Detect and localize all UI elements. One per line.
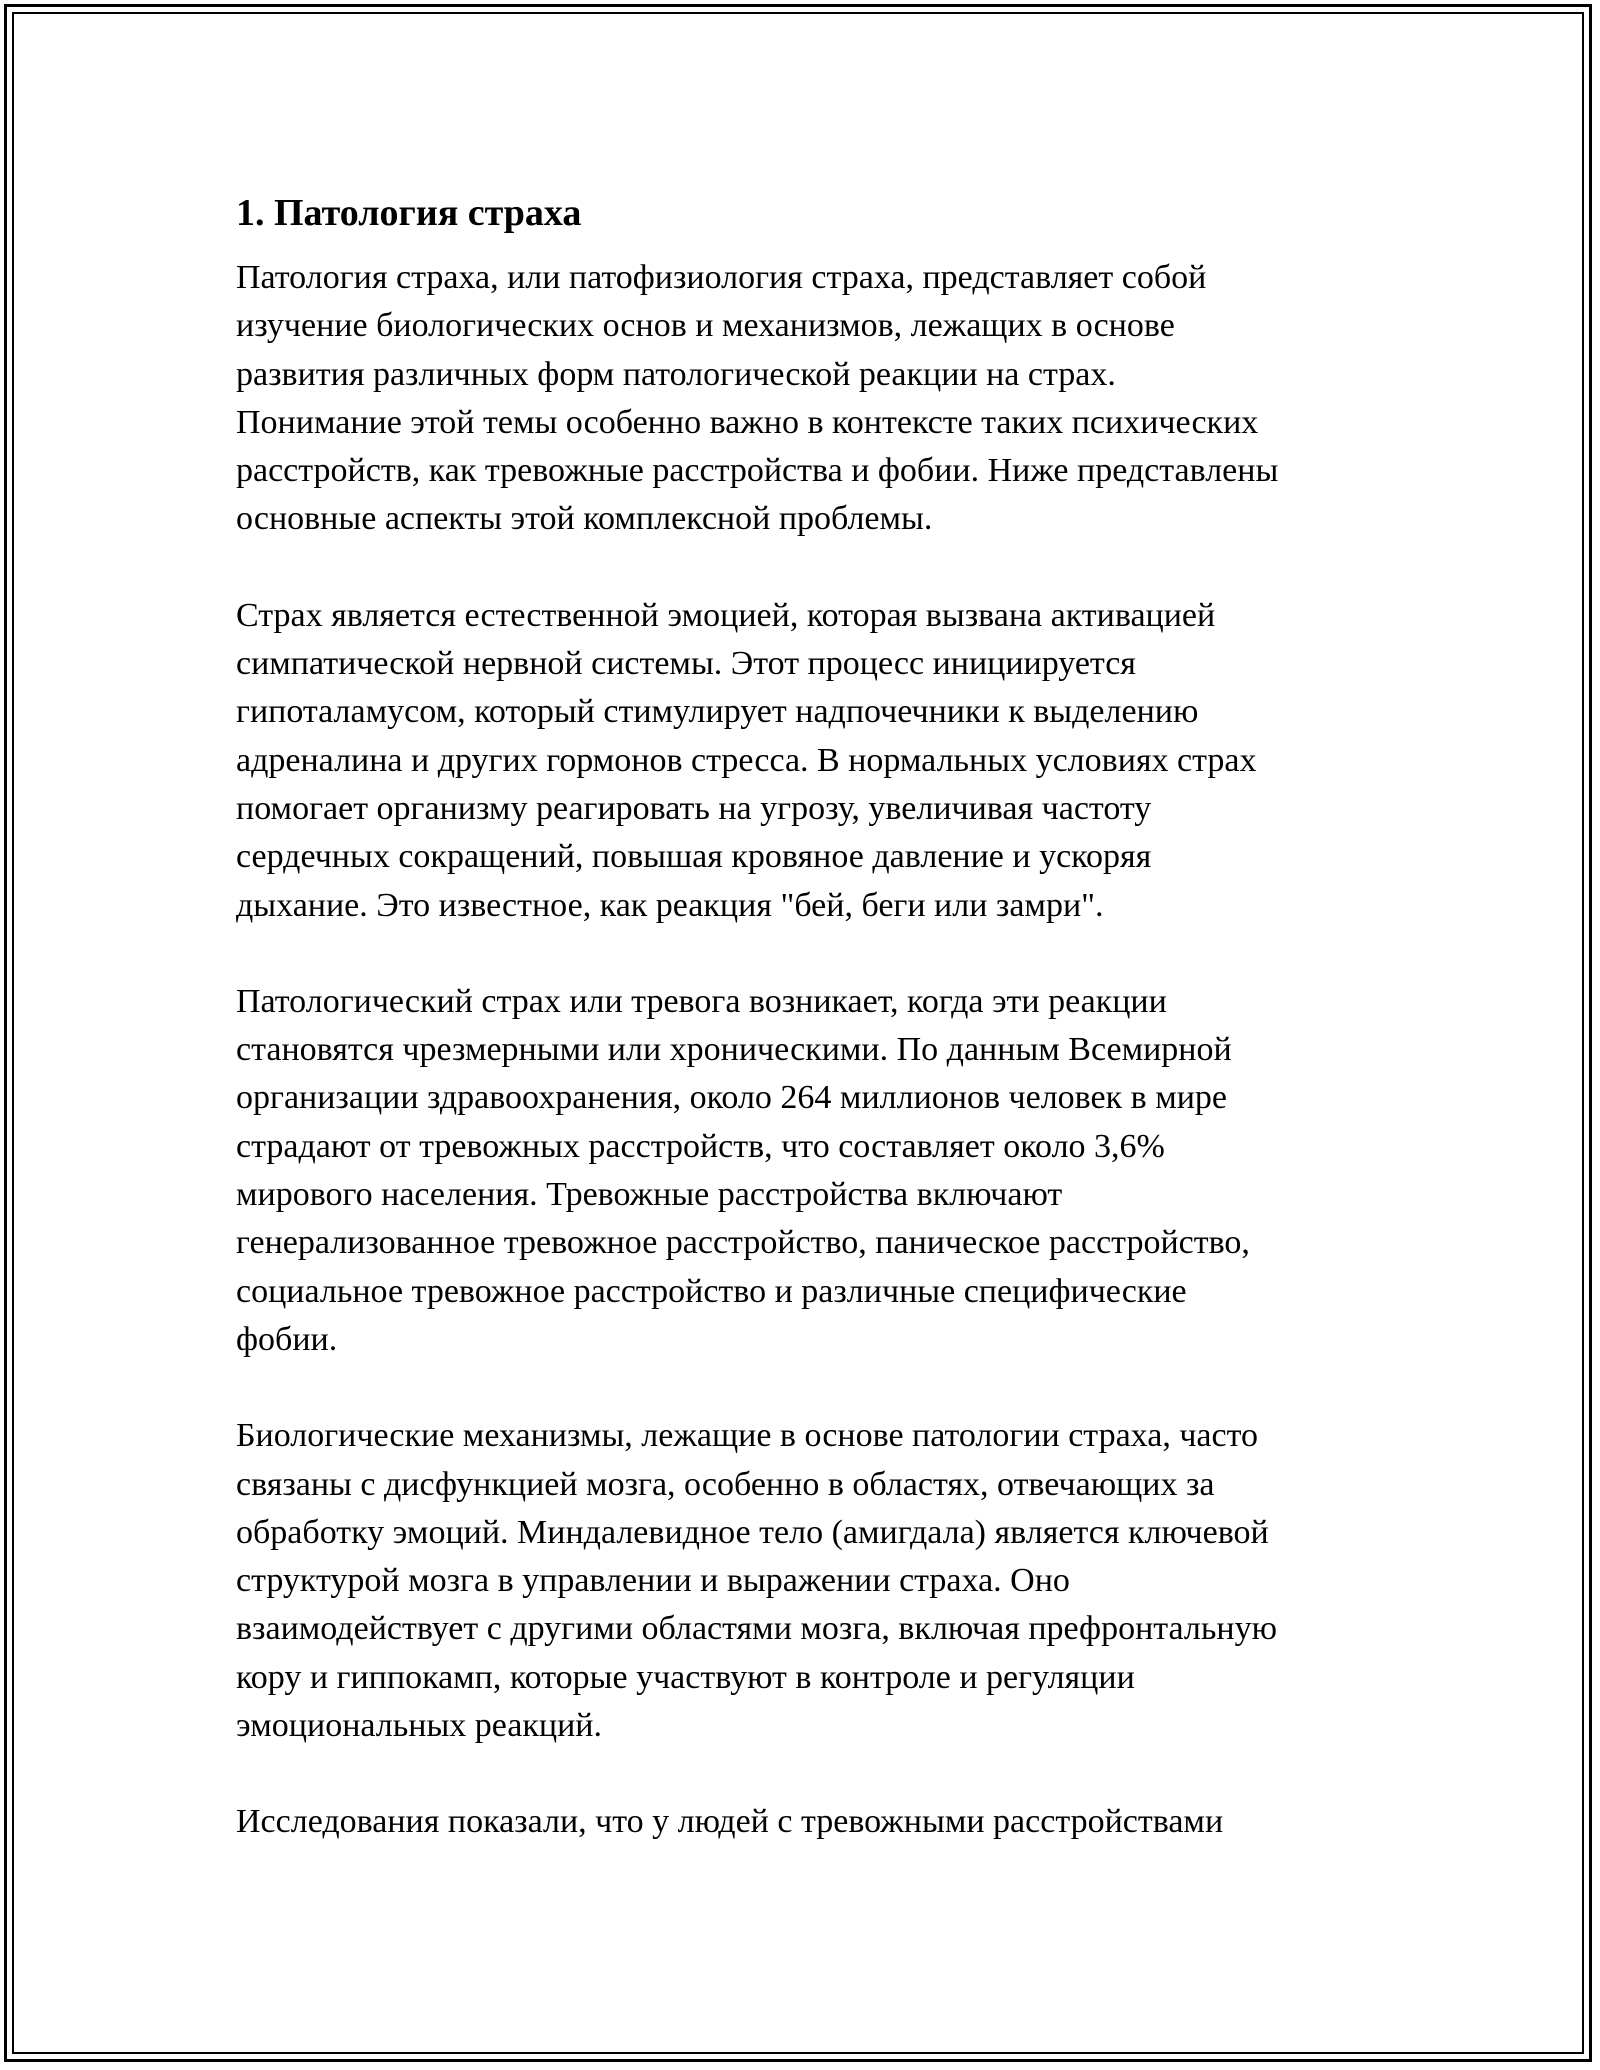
text-line: Патология страха, или патофизиология страха, представляет собой bbox=[236, 259, 1207, 296]
text-line: эмоциональных реакций. bbox=[236, 1707, 602, 1745]
text-line: фобии. bbox=[236, 1320, 338, 1358]
text-line: кору и гиппокамп, которые участвуют в контроле и регуляции bbox=[236, 1658, 1135, 1696]
text-line: изучение биологических основ и механизмов, лежащих в основе bbox=[236, 307, 1175, 345]
text-line: расстройств, как тревожные расстройства и фобии. Ниже представлены bbox=[236, 452, 1279, 490]
text-line: мирового населения. Тревожные расстройства включают bbox=[236, 1176, 1063, 1214]
text-line: Биологические механизмы, лежащие в основе патологии страха, часто bbox=[236, 1417, 1259, 1455]
text-line: помогает организму реагировать на угрозу, увеличивая частоту bbox=[236, 789, 1152, 827]
paragraph-2 bbox=[236, 592, 1396, 930]
text-line: сердечных сокращений, повышая кровяное давление и ускоряя bbox=[236, 838, 1152, 876]
text-line: обработку эмоций. Миндалевидное тело (амигдала) является ключевой bbox=[236, 1513, 1269, 1551]
paragraph-4 bbox=[236, 1412, 1396, 1750]
text-line: социальное тревожное расстройство и различные специфические bbox=[236, 1272, 1187, 1310]
text-line: организации здравоохранения, около 264 миллионов человек в мире bbox=[236, 1079, 1227, 1117]
text-line: симпатической нервной системы. Этот процесс инициируется bbox=[236, 645, 1136, 683]
section-heading: 1. Патология страха bbox=[236, 192, 582, 234]
paragraph-3 bbox=[236, 978, 1396, 1364]
text-line: связаны с дисфункцией мозга, особенно в областях, отвечающих за bbox=[236, 1465, 1215, 1503]
text-line: адреналина и других гормонов стресса. В нормальных условиях страх bbox=[236, 741, 1257, 779]
text-line: основные аспекты этой комплексной проблемы. bbox=[236, 500, 933, 538]
text-line: дыхание. Это известное, как реакция "бей, беги или замри". bbox=[236, 886, 1104, 924]
text-line: становятся чрезмерными или хроническими. По данным Всемирной bbox=[236, 1031, 1232, 1069]
text-line: развития различных форм патологической реакции на страх. bbox=[236, 355, 1116, 393]
text-line: гипоталамусом, который стимулирует надпочечники к выделению bbox=[236, 693, 1199, 731]
text-line: страдают от тревожных расстройств, что составляет около 3,6% bbox=[236, 1127, 1165, 1165]
text-line: структурой мозга в управлении и выражении страха. Оно bbox=[236, 1562, 1070, 1600]
paragraph-1 bbox=[236, 254, 1396, 544]
text-line: взаимодействует с другими областями мозга, включая префронтальную bbox=[236, 1610, 1278, 1648]
text-line: генерализованное тревожное расстройство, паническое расстройство, bbox=[236, 1224, 1250, 1262]
document-body bbox=[236, 188, 1396, 1847]
text-line: Патологический страх или тревога возникает, когда эти реакции bbox=[236, 982, 1167, 1020]
paragraphs-container bbox=[236, 254, 1396, 1847]
text-line: Исследования показали, что у людей с тревожными расстройствами bbox=[236, 1803, 1224, 1841]
text-line: Понимание этой темы особенно важно в контексте таких психических bbox=[236, 403, 1259, 441]
paragraph-5 bbox=[236, 1798, 1396, 1846]
text-line: Страх является естественной эмоцией, которая вызвана активацией bbox=[236, 596, 1216, 634]
